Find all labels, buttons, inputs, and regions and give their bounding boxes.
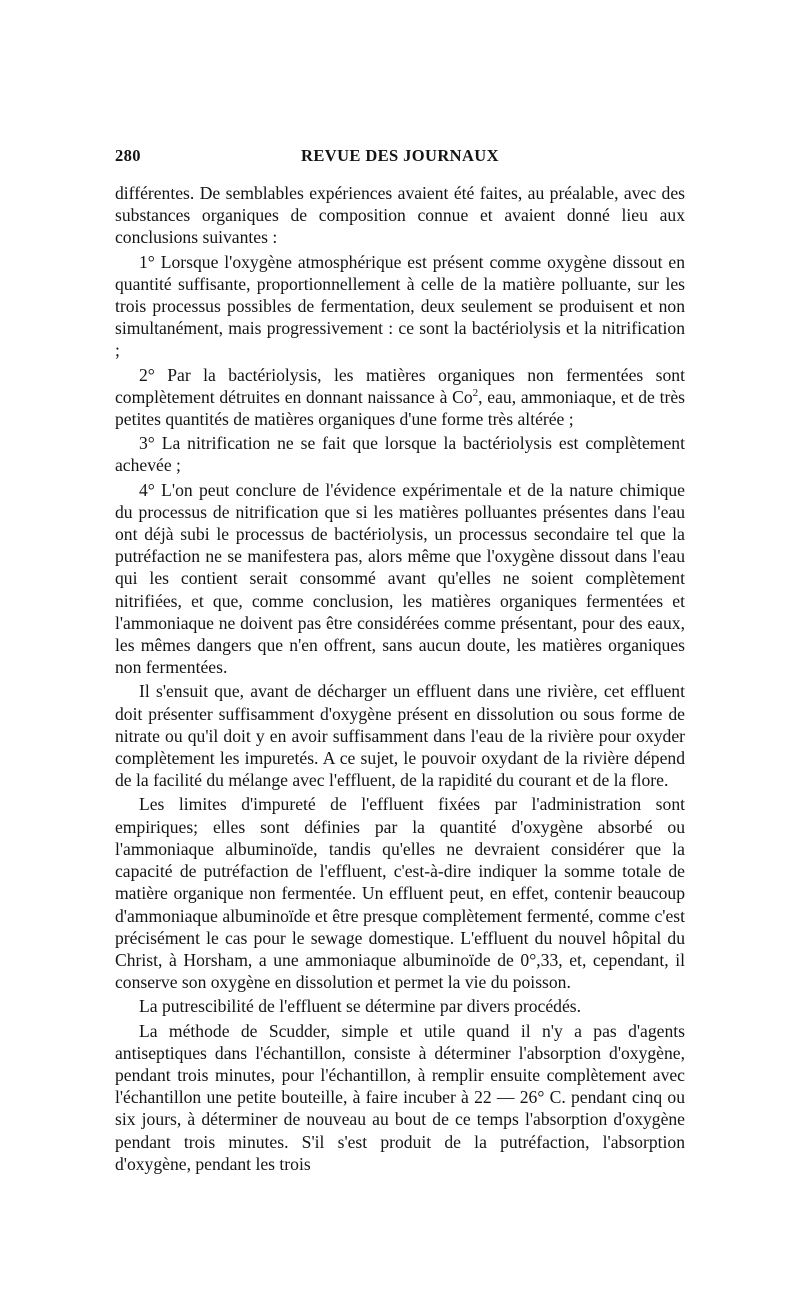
paragraph-conclusion-4: 4° L'on peut conclure de l'évidence expérimentale et de la nature chimique du processus de nitrification que si les matières polluantes présentes dans l'eau ont déjà subi le processus de bactériolysis, un processus secondaire tel que la putréfaction ne se manifestera pas, alors même que l'oxygène dissout dans l'eau qui les contient serait consommé avant qu'elles ne soient complètement nitrifiées, et que, comme conclusion, les matières organiques fermentées et l'ammoniaque ne doivent pas être considérées comme présentant, pour des eaux, les mêmes dangers que n'en offrent, sans aucun doute, les matières organiques non fermentées. bbox=[115, 479, 685, 678]
paragraph-conclusion-2 bbox=[115, 364, 685, 431]
paragraph-putrescibility: La putrescibilité de l'effluent se détermine par divers procédés. bbox=[139, 996, 582, 1017]
paragraph-effluent-oxygen: Il s'ensuit que, avant de décharger un effluent dans une rivière, cet effluent doit présenter suffisamment d'oxygène présent en dissolution ou sous forme de nitrate ou qu'il doit y en avoir suffisamment dans l'eau de la rivière pour oxyder complètement les impuretés. A ce sujet, le pouvoir oxydant de la rivière dépend de la facilité du mélange avec l'effluent, de la rapidité du courant et de la flore. bbox=[115, 681, 685, 791]
paragraph-intro: différentes. De semblables expériences avaient été faites, au préalable, avec des substances organiques de composition connue et avaient donné lieu aux conclusions suivantes : bbox=[115, 183, 685, 248]
article-body bbox=[115, 182, 685, 1175]
running-head bbox=[115, 146, 685, 182]
paragraph-conclusion-3: 3° La nitrification ne se fait que lorsque la bactériolysis est complètement achevée ; bbox=[115, 433, 685, 476]
page-number: 280 bbox=[115, 146, 141, 165]
co2-superscript: 2 bbox=[472, 386, 479, 399]
paragraph-scudder-method: La méthode de Scudder, simple et utile quand il n'y a pas d'agents antiseptiques dans l'échantillon, consiste à déterminer l'absorption d'oxygène, pendant trois minutes, pour l'échantillon, à remplir ensuite complètement avec l'échantillon une petite bouteille, à faire incuber à 22 — 26° C. pendant cinq ou six jours, à déterminer de nouveau au bout de ce temps l'absorption d'oxygène pendant trois minutes. S'il s'est produit de la putréfaction, l'absorption d'oxygène, pendant les trois bbox=[115, 1020, 685, 1174]
conclusion-2-text-end: , eau, ammoniaque, et de très petites quantités de matières organiques d'une forme très altérée ; bbox=[115, 386, 685, 430]
page bbox=[115, 146, 685, 1177]
paragraph-impurity-limits: Les limites d'impureté de l'effluent fixées par l'administration sont empiriques; elles sont définies par la quantité d'oxygène absorbé ou l'ammoniaque albuminoïde, tandis qu'elles ne devraient considérer que la capacité de putréfaction de l'effluent, c'est-à-dire indiquer la somme totale de matière organique non fermentée. Un effluent peut, en effet, contenir beaucoup d'ammoniaque albuminoïde et être presque complètement fermenté, comme c'est précisément le cas pour le sewage domestique. L'effluent du nouvel hôpital du Christ, à Horsham, a une ammoniaque albuminoïde de 0°,33, et, cependant, il conserve son oxygène en dissolution et permet la vie du poisson. bbox=[115, 794, 685, 993]
paragraph-conclusion-1: 1° Lorsque l'oxygène atmosphérique est présent comme oxygène dissout en quantité suffisante, proportionnellement à celle de la matière polluante, sur les trois processus possibles de fermentation, deux seulement se produisent et non simultanément, mais progressivement : ce sont la bactériolysis et la nitrification ; bbox=[115, 251, 685, 361]
running-title: REVUE DES JOURNAUX bbox=[301, 146, 499, 165]
conclusion-2-text-start: 2° Par la bactériolysis, les matières organiques non fermentées sont complètement détruites en donnant naissance à Co bbox=[115, 364, 685, 407]
